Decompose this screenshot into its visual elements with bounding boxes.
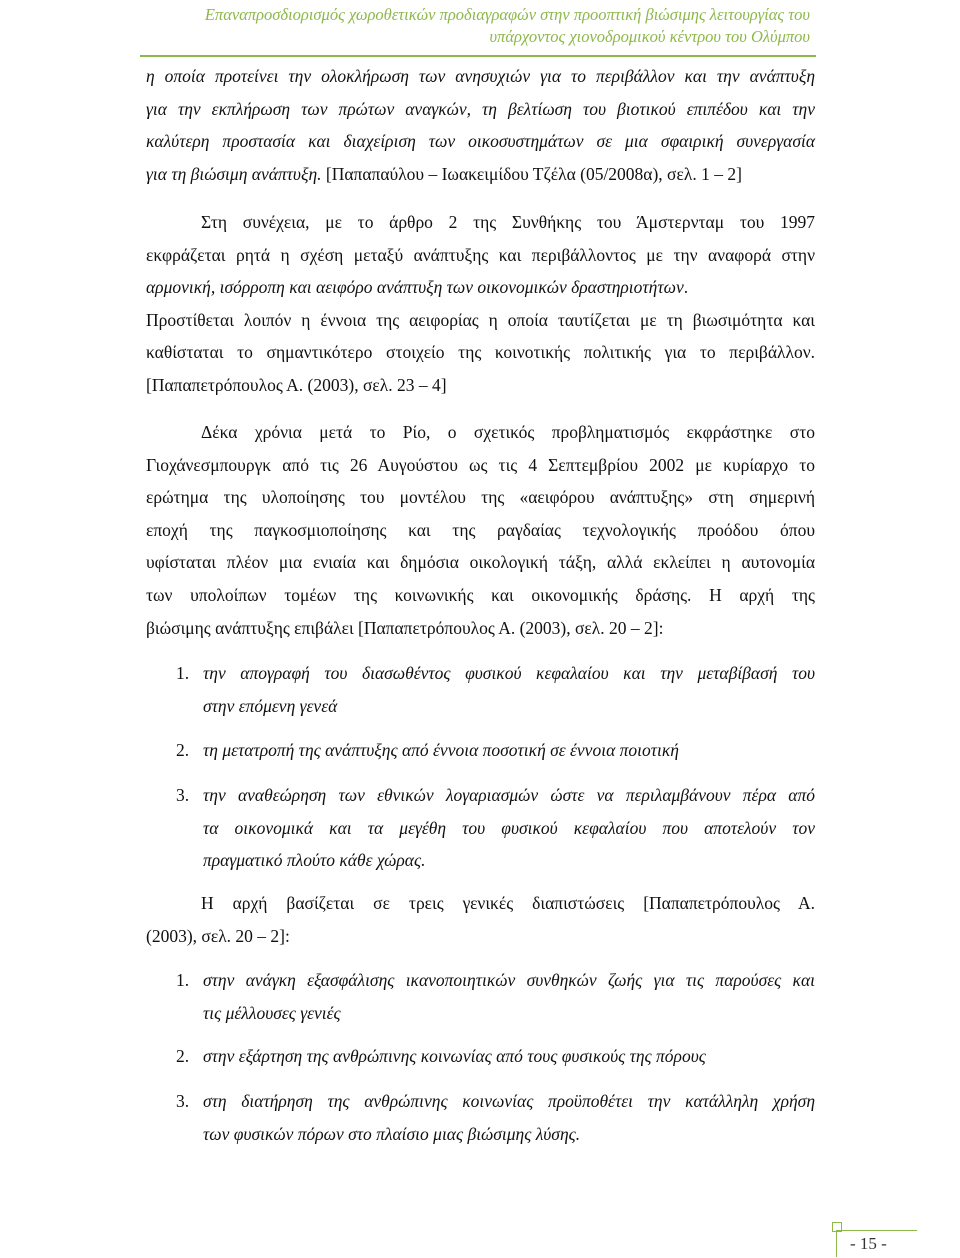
list-item-text [203, 964, 815, 1029]
list-item-text [203, 657, 815, 722]
paragraph-2 [146, 206, 815, 402]
paragraph-line: Γιοχάνεσμπουργκ από τις 26 Αυγούστου ως τις 4 Σεπτεμβρίου 2002 με κυρίαρχο το [146, 454, 815, 475]
paragraph-line: καλύτερη προστασία και διαχείριση των οικοσυστημάτων σε μια σφαιρική συνεργασία [146, 131, 815, 152]
list-number: 2. [176, 1046, 190, 1066]
italic-text: για τη βιώσιμη ανάπτυξη. [146, 163, 322, 184]
list-item-text [203, 1085, 815, 1150]
list-line: τις μέλλουσες γενιές [203, 1002, 341, 1023]
list-number: 2. [176, 740, 190, 760]
paragraph-1 [146, 60, 815, 190]
list-number: 3. [176, 1091, 190, 1111]
list-line: την αναθεώρηση των εθνικών λογαριασμών ώστε να περιλαμβάνουν πέρα από [203, 785, 815, 805]
list-number: 1. [176, 970, 190, 990]
list-item-text [203, 1040, 815, 1073]
list-item-text [203, 779, 815, 877]
paragraph-line: εποχή της παγκοσμιοποίησης και της ραγδαίας τεχνολογικής προόδου όπου [146, 519, 815, 540]
list-number: 3. [176, 785, 190, 805]
running-header-line2: υπάρχοντος χιονοδρομικού κέντρου του Ολύμπου [489, 27, 810, 46]
paragraph-line: για την εκπλήρωση των πρώτων αναγκών, τη βελτίωση του βιοτικού επιπέδου και την [146, 98, 815, 119]
paragraph-line: βιώσιμης ανάπτυξης επιβάλει [Παπαπετρόπουλος Α. (2003), σελ. 20 – 2]: [146, 617, 664, 638]
page-number: - 15 - [850, 1234, 887, 1253]
citation: [Παπαπετρόπουλος Α. (2003), σελ. 23 – 4] [146, 374, 447, 395]
paragraph-line: Η αρχή βασίζεται σε τρεις γενικές διαπιστώσεις [Παπαπετρόπουλος Α. [201, 893, 815, 913]
paragraph-4 [146, 887, 815, 952]
list-line: την απογραφή του διασωθέντος φυσικού κεφαλαίου και την μεταβίβασή του [203, 663, 815, 683]
paragraph-line: η οποία προτείνει την ολοκλήρωση των ανησυχιών για το περιβάλλον και την ανάπτυξη [146, 66, 815, 86]
list-line: στην επόμενη γενεά [203, 695, 338, 716]
paragraph-line: (2003), σελ. 20 – 2]: [146, 925, 290, 946]
list-line: στη διατήρηση της ανθρώπινης κοινωνίας προϋποθέτει την κατάλληλη χρήση [203, 1091, 815, 1111]
paragraph-line: καθίσταται το σημαντικότερο στοιχείο της κοινοτικής πολιτικής για το περιβάλλον. [146, 342, 815, 363]
list-line: των φυσικών πόρων στο πλαίσιο μιας βιώσιμης λύσης. [203, 1123, 581, 1144]
paragraph-line: Δέκα χρόνια μετά το Ρίο, ο σχετικός προβληματισμός εκφράστηκε στο [201, 422, 815, 442]
paragraph-line: των υπολοίπων τομέων της κοινωνικής και οικονομικής δράσης. Η αρχή της [146, 584, 815, 605]
list-line: τα οικονομικά και τα μεγέθη του φυσικού κεφαλαίου που αποτελούν τον [203, 817, 815, 838]
list-line: πραγματικό πλούτο κάθε χώρας. [203, 850, 426, 871]
italic-text: αρμονική, ισόρροπη και αειφόρο ανάπτυξη των οικονομικών δραστηριοτήτων [146, 277, 684, 298]
list-line: τη μετατροπή της ανάπτυξης από έννοια ποσοτική σε έννοια ποιοτική [203, 740, 679, 760]
paragraph-line: υφίσταται πλέον μια ενιαία και δημόσια οικολογική τάξη, αλλά εκλείπει η αυτονομία [146, 552, 815, 573]
paragraph-line: Στη συνέχεια, με το άρθρο 2 της Συνθήκης του Άμστερνταμ του 1997 [201, 212, 815, 232]
running-header [60, 4, 810, 48]
paragraph-line: εκφράζεται ρητά η σχέση μεταξύ ανάπτυξης και περιβάλλοντος με την αναφορά στην [146, 244, 815, 265]
running-header-line1: Επαναπροσδιορισμός χωροθετικών προδιαγραφών στην προοπτική βιώσιμης λειτουργίας του [204, 5, 810, 24]
paragraph-line: ερώτημα της υλοποίησης του μοντέλου της «αειφόρου ανάπτυξης» στη σημερινή [146, 487, 815, 508]
paragraph-line: Προστίθεται λοιπόν η έννοια της αειφορίας η οποία ταυτίζεται με τη βιωσιμότητα και [146, 309, 815, 330]
list-line: στην ανάγκη εξασφάλισης ικανοποιητικών συνθηκών ζωής για τις παρούσες και [203, 970, 815, 990]
citation: [Παπαπαύλου – Ιωακειμίδου Τζέλα (05/2008α), σελ. 1 – 2] [321, 163, 742, 184]
list-number: 1. [176, 663, 190, 683]
header-rule [140, 55, 816, 57]
paragraph-3 [146, 416, 815, 644]
list-item-text [203, 734, 815, 767]
punctuation: . [683, 277, 689, 298]
paragraph-line [146, 158, 815, 191]
list-line: στην εξάρτηση της ανθρώπινης κοινωνίας από τους φυσικούς της πόρους [203, 1046, 706, 1066]
paragraph-line [146, 271, 815, 304]
